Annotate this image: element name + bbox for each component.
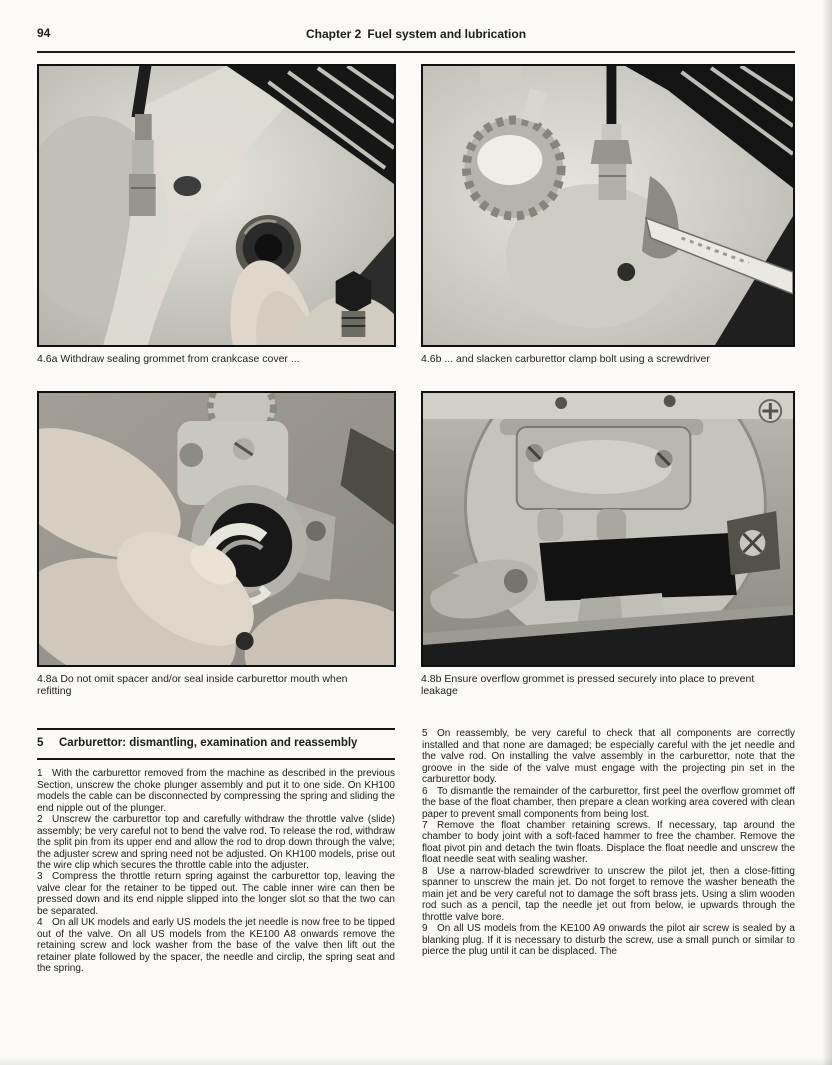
scan-bottom-shadow: [0, 1057, 832, 1065]
photo-4-8b: [421, 391, 795, 667]
photo-4-6b-illustration: [423, 66, 793, 345]
paragraph-9: 9 On all US models from the KE100 A9 onwards the pilot air screw is sealed by a blanking plug. If it is necessary to disturb the screw, use a small punch or similar to pierce the plug until it can be displaced. The: [422, 923, 795, 957]
photo-4-8a-illustration: [39, 393, 394, 665]
photo-4-6a-illustration: [39, 66, 394, 345]
left-column: [37, 728, 395, 974]
paragraph-1: 1 With the carburettor removed from the machine as described in the previous Section, unscrew the choke plunger assembly and put it to one side. On KH100 models the cable can be disconnected by compressing the spring and sliding the end nipple out of the plunger.: [37, 768, 395, 814]
paragraph-3: 3 Compress the throttle return spring against the carburettor top, leaving the valve clear for the retainer to be tipped out. The cable inner wire can then be pressed down and its end nipple slipped into the longer slot so that the two can be separated.: [37, 871, 395, 917]
photo-4-8a: [37, 391, 396, 667]
photo-4-6b: [421, 64, 795, 347]
paragraph-6: 6 To dismantle the remainder of the carburettor, first peel the overflow grommet off the base of the float chamber, then prepare a clean working area covered with clean paper to prevent small components from being lost.: [422, 785, 795, 820]
section-number: 5: [37, 737, 44, 750]
figure-4-8b: [421, 391, 795, 698]
paragraph-5: 5 On reassembly, be very careful to check that all components are correctly installed and that none are damaged; be especially careful with the jet needle and the valve rod. On installing the valve assembly in the carburettor, note that the groove in the side of the valve must engage with the projecting pin set in the carburettor body.: [422, 728, 795, 786]
figure-4-6b: [421, 64, 795, 366]
paragraph-8: 8 Use a narrow-bladed screwdriver to unscrew the pilot jet, then a close-fitting spanner to unscrew the main jet. Do not forget to remove the washer beneath the main jet and be very careful not to damage the soft brass jets. Using a slim wooden rod such as a pencil, tap the needle jet out from below, ie upwards through the throttle valve bore.: [422, 865, 795, 923]
paragraph-7: 7 Remove the float chamber retaining screws. If necessary, tap around the chamber to body joint with a soft-faced hammer to free the chamber. Remove the float pivot pin and detach the twin floats. Displace the float needle and unscrew the float needle seat with sealing washer.: [422, 820, 795, 866]
section-5-text: [37, 728, 795, 974]
photo-4-6a: [37, 64, 396, 347]
header-rule: [37, 51, 795, 53]
clamp-screw: [727, 511, 780, 575]
figure-4-8a: [37, 391, 396, 698]
caption-4-6a: 4.6a Withdraw sealing grommet from crankcase cover ...: [37, 353, 300, 365]
caption-4-8a: 4.8a Do not omit spacer and/or seal inside carburettor mouth when refitting: [37, 672, 348, 697]
caption-4-8b: 4.8b Ensure overflow grommet is pressed securely into place to prevent leakage: [421, 672, 755, 697]
chapter-title: Chapter 2 Fuel system and lubrication: [305, 27, 527, 41]
figure-4-6a: [37, 64, 396, 366]
section-heading: [37, 728, 395, 760]
caption-4-6b: 4.6b ... and slacken carburettor clamp bolt using a screwdriver: [421, 353, 710, 365]
paragraph-2: 2 Unscrew the carburettor top and carefully withdraw the throttle valve (slide) assembly; be very careful not to bend the valve rod. To release the rod, withdraw the split pin from its upper end and allow the rod to drop down through the valve; the adjuster screw and spring need not be adjusted. On KH100 models, prise out the wire clip which secures the throttle cable into the adjuster.: [37, 814, 395, 872]
photo-4-8b-illustration: [423, 393, 793, 665]
page-header: [37, 0, 795, 50]
section-title: Carburettor: dismantling, examination and reassembly: [59, 737, 358, 750]
right-column: [422, 728, 795, 974]
page-number: 94: [37, 26, 51, 40]
cover-screw: [759, 400, 781, 422]
paragraph-4: 4 On all UK models and early US models the jet needle is now free to be tipped out of the valve. On all US models from the KE100 A8 onwards remove the retaining screw and lock washer from the base of the valve then lift out the retainer plate followed by the spacer, the needle and circlip, the spring seat and the spring.: [37, 917, 395, 975]
photo-grid: [37, 64, 795, 697]
scan-edge-shadow: [822, 0, 832, 1065]
